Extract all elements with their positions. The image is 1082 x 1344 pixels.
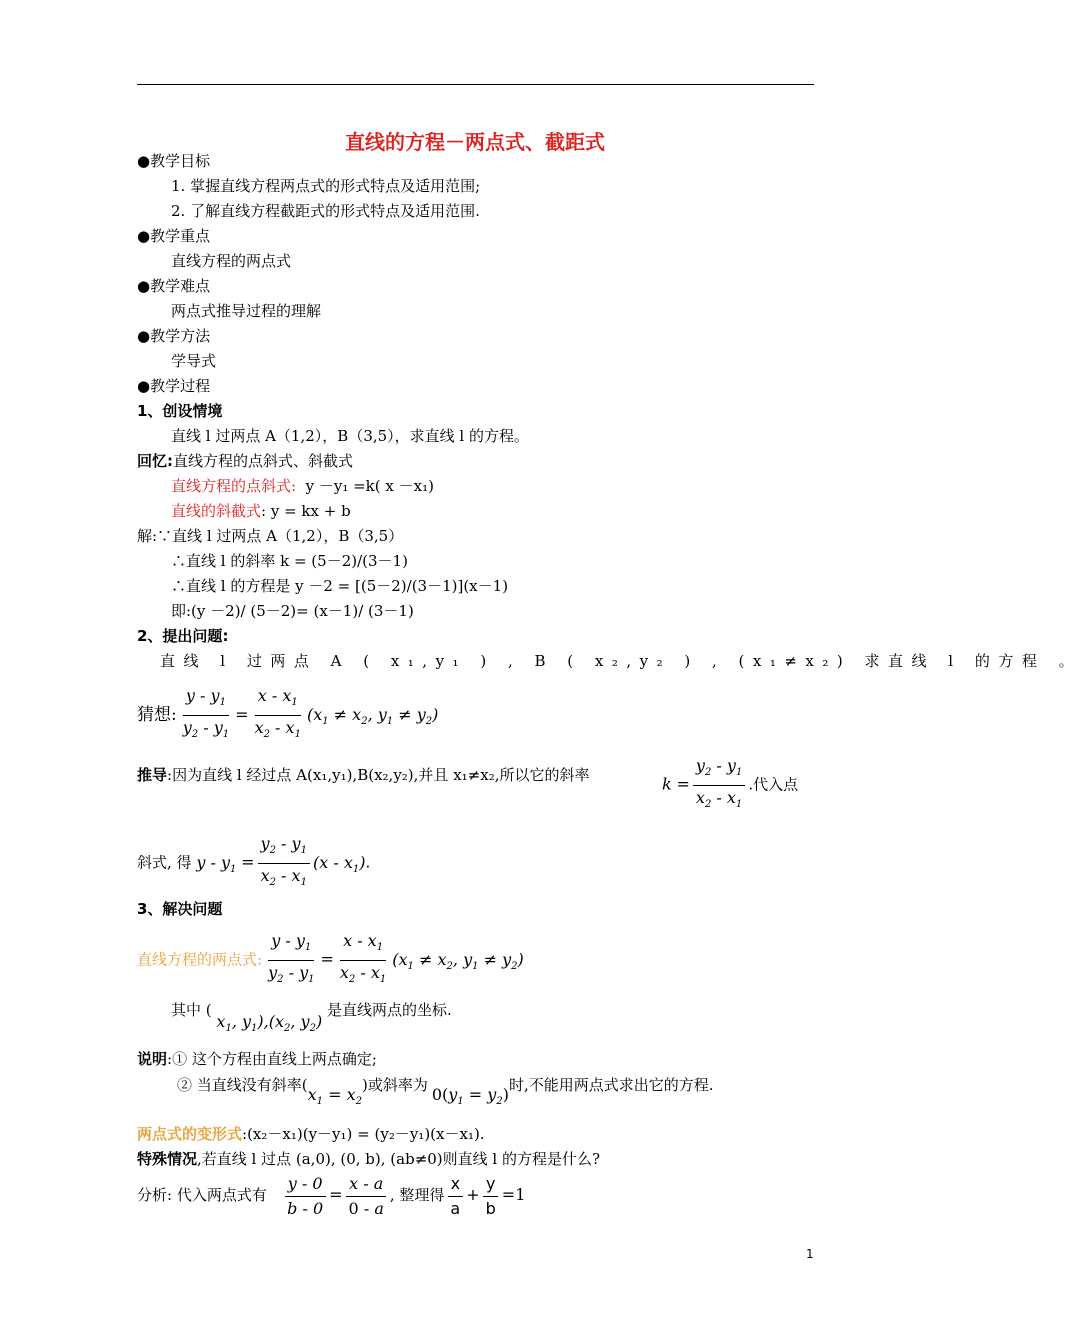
special-text: ,若直线 l 过点 (a,0), (0, b), (ab≠0)则直线 l 的方程是什么? [197,1150,601,1168]
guess-line: 猜想: $\frac{y - y_1}{y_2 - y_1}$ = $\frac{x - x_1}{x_2 - x_1}$ ($x_1 \ne x_2$, $y_1 \ne y_2$) [137,686,438,745]
intercept-fraction-y: $\frac{y}{b}$ [483,1174,499,1219]
solution-line-2: ∴直线 l 的斜率 k = (5－2)/(3－1) [171,552,408,570]
guess-fraction-right: $\frac{x - x_1}{x_2 - x_1}$ [254,686,301,741]
special-label: 特殊情况 [137,1150,198,1168]
goal-item-2: 2. 了解直线方程截距式的形式特点及适用范围. [171,202,480,220]
method-heading: ●教学方法 [137,327,211,345]
two-point-fraction-right: $\frac{x - x_1}{x_2 - x_1}$ [339,931,387,986]
guess-label: 猜想: [137,705,177,726]
variant-formula: :(x₂－x₁)(y－y₁) = (y₂－y₁)(x－x₁). [242,1125,485,1143]
section2-question: 直线 l 过两点 A ( x₁,y₁ ) , B ( x₂,y₂ ) , (x₁≠x₂) 求直线 l 的方程 。 [160,652,1082,670]
solution-line-4: 即:(y －2)/ (5－2)= (x－1)/ (3－1) [171,602,414,620]
section1-problem: 直线 l 过两点 A（1,2），B（3,5），求直线 l 的方程。 [171,427,530,445]
derive-line-2: 斜式, 得 y - $y_1$ = $\frac{y_2 - y_1}{x_2 - x_1}$ $(x - x_1)$. [137,834,370,893]
goal-item-1: 1. 掌握直线方程两点式的形式特点及适用范围; [171,177,481,195]
slope-fraction: $\frac{y_2 - y_1}{x_2 - x_1}$ [693,756,745,815]
difficulty-text: 两点式推导过程的理解 [171,302,322,320]
where-line: 其中 ( $x_1$, $y_1),(x_2$, $y_2$) 是直线两点的坐标. [171,1001,452,1035]
intercept-fraction-x: $\frac{x}{a}$ [447,1174,463,1219]
note-line-2: ② 当直线没有斜率$(x_1 = x_2)$或斜率为 $0(y_1 = y_2)$时,不能用两点式求出它的方程. [177,1076,714,1108]
page-title: 直线的方程－两点式、截距式 [345,130,605,154]
page-number: 1 [806,1247,814,1261]
point-slope-label: 直线方程的点斜式: [171,477,297,495]
solution-line-1: 解:∵直线 l 过两点 A（1,2），B（3,5） [137,527,404,545]
note-1: :① 这个方程由直线上两点确定; [167,1050,377,1068]
where-head: 其中 ( [171,1001,212,1019]
slope-intercept-label: 直线的斜截式 [171,502,262,520]
recall-text: 直线方程的点斜式、斜截式 [173,452,354,470]
note-label: 说明 [137,1050,168,1068]
variant-label: 两点式的变形式 [137,1125,243,1143]
process-heading: ●教学过程 [137,377,211,395]
analysis-line: 分析: 代入两点式有 $\frac{y - 0}{b - 0}$ = $\frac{x - a}{0 - a}$ , 整理得 $\frac{x}{a}$ + $\frac{y}{b}$ =1 [137,1173,526,1218]
point-slope-line [171,476,434,496]
derive-fraction: $\frac{y_2 - y_1}{x_2 - x_1}$ [258,834,310,893]
derive-tail: .代入点 [748,775,799,794]
two-point-fraction-left: $\frac{y - y_1}{y_2 - y_1}$ [268,931,315,986]
goals-heading: ●教学目标 [137,152,211,170]
two-point-label: 直线方程的两点式: [137,950,263,969]
section1-heading: 1、创设情境 [137,402,223,420]
note-line-1 [137,1049,377,1069]
note-2-head: ② 当直线没有斜率( [177,1076,308,1094]
special-line [137,1149,600,1169]
note-2-mid: )或斜率为 [362,1076,428,1094]
where-tail: 是直线两点的坐标. [327,1001,452,1019]
recall-line [137,451,353,471]
focus-heading: ●教学重点 [137,227,211,245]
difficulty-heading: ●教学难点 [137,277,211,295]
point-slope-formula: y －y₁ =k( x －x₁) [305,477,434,495]
slope-formula: k = $\frac{y_2 - y_1}{x_2 - x_1}$ .代入点 [662,756,798,815]
derive-line2-tail: . [365,853,371,872]
slope-intercept-formula: : y = kx + b [261,502,351,520]
analysis-fraction-right: $\frac{x - a}{0 - a}$ [346,1174,387,1219]
focus-text: 直线方程的两点式 [171,252,292,270]
derive-line [137,762,589,788]
analysis-mid: , 整理得 [389,1186,445,1204]
section3-heading: 3、解决问题 [137,900,223,918]
two-point-line: 直线方程的两点式: $\frac{y - y_1}{y_2 - y_1}$ = $\frac{x - x_1}{x_2 - x_1}$ ($x_1 \ne x_2$, $y_1 \ne y_2$) [137,931,524,990]
analysis-head: 分析: 代入两点式有 [137,1186,267,1204]
section2-heading: 2、提出问题: [137,627,229,645]
recall-label: 回忆: [137,452,173,470]
derive-label: 推导 [137,766,168,784]
method-text: 学导式 [171,352,217,370]
header-rule [137,84,814,85]
derive-line2-head: 斜式, 得 [137,853,192,872]
guess-fraction-left: $\frac{y - y_1}{y_2 - y_1}$ [182,686,230,741]
analysis-fraction-left: $\frac{y - 0}{b - 0}$ [284,1174,326,1219]
slope-intercept-line [171,501,351,521]
derive-text: :因为直线 l 经过点 A(x₁,y₁),B(x₂,y₂),并且 x₁≠x₂,所以它的斜率 [167,766,590,784]
variant-line [137,1124,485,1144]
note-2-tail: 时,不能用两点式求出它的方程. [508,1076,714,1094]
solution-line-3: ∴直线 l 的方程是 y －2 = [(5－2)/(3－1)](x－1) [171,577,509,595]
